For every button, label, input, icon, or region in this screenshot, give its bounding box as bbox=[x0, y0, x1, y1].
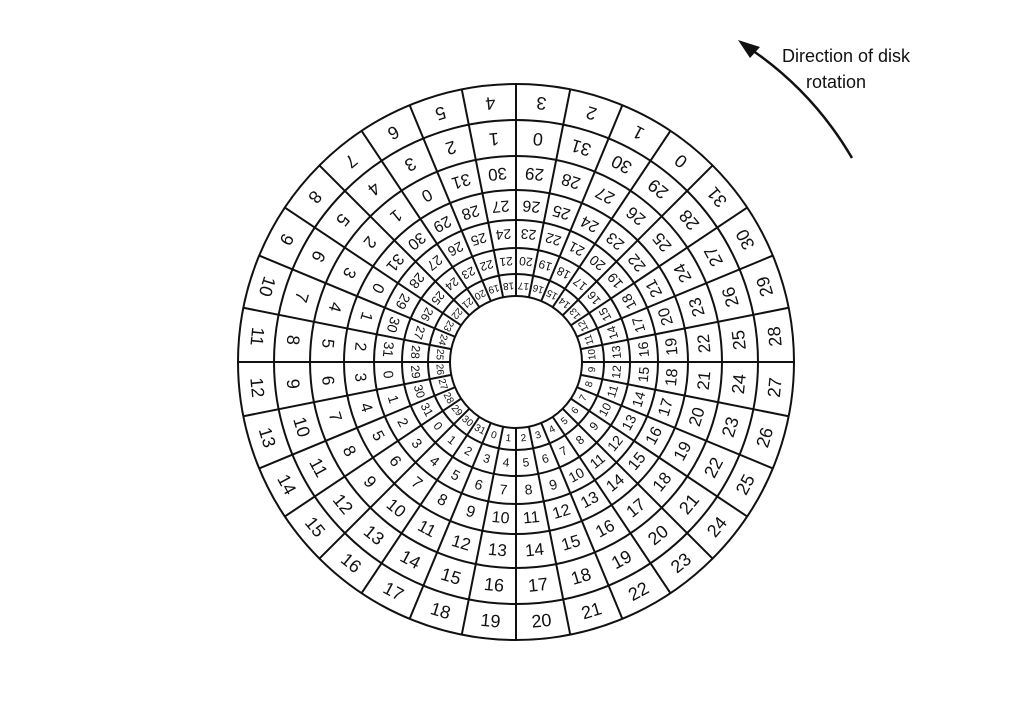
sector-number: 6 bbox=[472, 475, 485, 494]
sector-number: 27 bbox=[700, 242, 728, 270]
sector-number: 15 bbox=[595, 305, 615, 324]
sector-number: 1 bbox=[384, 393, 403, 406]
sector-number: 17 bbox=[628, 315, 649, 335]
sector-number: 23 bbox=[685, 295, 709, 319]
sector-number: 23 bbox=[717, 414, 743, 440]
sector-number: 5 bbox=[317, 337, 338, 350]
sector-number: 25 bbox=[433, 348, 446, 361]
sector-number: 19 bbox=[479, 609, 502, 632]
sector-number: 29 bbox=[407, 364, 424, 380]
sector-number: 25 bbox=[550, 201, 573, 223]
sector-number: 2 bbox=[350, 341, 369, 352]
sector-number: 17 bbox=[655, 396, 677, 419]
sector-number: 19 bbox=[669, 438, 696, 464]
sector-number: 30 bbox=[731, 225, 759, 253]
sector-number: 2 bbox=[462, 443, 475, 459]
sector-number: 29 bbox=[448, 403, 465, 419]
sector-number: 10 bbox=[382, 494, 410, 522]
sector-number: 21 bbox=[578, 598, 604, 624]
sector-number: 9 bbox=[586, 366, 599, 373]
sector-number: 7 bbox=[557, 443, 570, 459]
sector-number: 11 bbox=[586, 450, 608, 472]
sector-number: 24 bbox=[494, 225, 512, 244]
sector-number: 28 bbox=[459, 201, 482, 223]
sector-number: 24 bbox=[702, 512, 732, 542]
sector-number: 13 bbox=[487, 539, 508, 561]
sector-number: 18 bbox=[662, 367, 682, 388]
sector-number: 5 bbox=[559, 415, 571, 428]
spindle-hole bbox=[450, 296, 582, 428]
sector-number: 31 bbox=[449, 169, 473, 193]
sector-number: 24 bbox=[442, 274, 462, 294]
sector-number: 5 bbox=[367, 428, 388, 444]
sector-number: 14 bbox=[524, 539, 545, 561]
sector-number: 8 bbox=[434, 490, 450, 511]
sector-number: 11 bbox=[414, 516, 440, 542]
sector-number: 13 bbox=[359, 521, 388, 550]
sector-number: 3 bbox=[535, 92, 548, 114]
sector-number: 13 bbox=[578, 488, 602, 513]
sector-number: 7 bbox=[577, 393, 591, 404]
sector-number: 16 bbox=[483, 573, 505, 596]
sector-number: 26 bbox=[752, 424, 778, 450]
sector-number: 26 bbox=[433, 363, 446, 376]
sector-number: 4 bbox=[426, 452, 443, 470]
sector-number: 16 bbox=[336, 548, 366, 578]
sector-number: 14 bbox=[603, 471, 628, 496]
sector-number: 27 bbox=[435, 377, 450, 392]
sector-number: 11 bbox=[305, 454, 332, 481]
sector-number: 9 bbox=[275, 230, 298, 249]
sector-number: 22 bbox=[693, 333, 715, 354]
sector-number: 0 bbox=[380, 369, 397, 380]
sector-number: 27 bbox=[490, 196, 511, 216]
sector-number: 17 bbox=[517, 279, 530, 292]
sector-number: 2 bbox=[359, 232, 381, 252]
sector-number: 20 bbox=[518, 253, 534, 270]
sector-number: 14 bbox=[628, 389, 649, 409]
sector-number: 29 bbox=[392, 291, 414, 313]
sector-number: 3 bbox=[481, 450, 492, 467]
sector-number: 23 bbox=[440, 318, 456, 334]
sector-divider bbox=[410, 105, 491, 301]
sector-number: 24 bbox=[669, 260, 696, 286]
sector-number: 30 bbox=[608, 150, 636, 178]
sector-number: 28 bbox=[559, 169, 583, 193]
sector-number: 26 bbox=[417, 305, 437, 324]
sector-number: 14 bbox=[396, 546, 424, 574]
sector-number: 0 bbox=[430, 419, 446, 434]
sector-number: 1 bbox=[488, 128, 501, 150]
sector-number: 16 bbox=[642, 424, 667, 448]
sector-number: 27 bbox=[423, 251, 446, 275]
sector-number: 15 bbox=[438, 563, 464, 589]
sector-number: 20 bbox=[472, 286, 488, 302]
sector-number: 24 bbox=[727, 373, 750, 395]
sector-number: 15 bbox=[544, 286, 560, 302]
sector-number: 18 bbox=[428, 598, 454, 624]
sector-number: 20 bbox=[685, 405, 709, 429]
sector-number: 30 bbox=[383, 315, 404, 335]
sector-number: 31 bbox=[702, 182, 732, 212]
sector-number: 30 bbox=[459, 413, 475, 430]
sector-number: 4 bbox=[363, 177, 385, 200]
sector-number: 30 bbox=[410, 382, 428, 400]
sector-number: 20 bbox=[530, 609, 553, 632]
sector-number: 29 bbox=[430, 211, 454, 236]
rotation-caption-line1: Direction of disk bbox=[782, 46, 911, 66]
sector-number: 0 bbox=[489, 429, 498, 442]
sector-number: 15 bbox=[559, 531, 583, 555]
sector-number: 6 bbox=[317, 374, 338, 387]
sector-number: 8 bbox=[338, 442, 360, 460]
sector-number: 19 bbox=[536, 256, 554, 274]
sector-number: 5 bbox=[432, 102, 449, 125]
sector-number: 27 bbox=[410, 324, 428, 342]
sector-number: 21 bbox=[459, 294, 475, 311]
sector-number: 3 bbox=[338, 264, 360, 282]
sector-number: 6 bbox=[569, 405, 582, 417]
sector-number: 22 bbox=[625, 250, 650, 275]
sector-number: 26 bbox=[445, 238, 467, 260]
sector-number: 4 bbox=[324, 299, 346, 315]
sector-number: 18 bbox=[648, 468, 676, 496]
sector-number: 11 bbox=[522, 508, 541, 528]
sector-number: 17 bbox=[622, 494, 650, 522]
sector-number: 3 bbox=[408, 435, 426, 452]
sector-number: 12 bbox=[328, 490, 357, 519]
sector-number: 10 bbox=[490, 508, 511, 528]
sector-divider bbox=[259, 256, 455, 337]
sector-number: 19 bbox=[662, 336, 682, 357]
sector-number: 18 bbox=[618, 291, 640, 313]
sector-number: 25 bbox=[428, 288, 448, 308]
sector-number: 22 bbox=[543, 229, 563, 250]
sector-number: 19 bbox=[603, 269, 627, 292]
sector-number: 7 bbox=[340, 150, 362, 172]
sector-number: 14 bbox=[557, 294, 573, 311]
sector-number: 21 bbox=[565, 238, 587, 260]
sector-number: 0 bbox=[670, 150, 692, 172]
sector-number: 31 bbox=[568, 135, 594, 161]
sector-divider bbox=[563, 409, 713, 559]
sector-number: 26 bbox=[717, 284, 743, 310]
sector-number: 8 bbox=[573, 432, 588, 448]
sector-number: 1 bbox=[629, 121, 648, 144]
sector-number: 12 bbox=[449, 531, 473, 555]
sector-number: 2 bbox=[394, 415, 413, 430]
sector-number: 22 bbox=[625, 577, 653, 605]
sector-number: 18 bbox=[554, 263, 573, 283]
sector-number: 25 bbox=[648, 228, 676, 256]
sector-number: 11 bbox=[246, 326, 269, 347]
sector-number: 31 bbox=[382, 250, 407, 275]
sector-number: 5 bbox=[521, 455, 530, 470]
sector-number: 9 bbox=[547, 475, 560, 494]
sector-number: 1 bbox=[356, 309, 376, 324]
sector-number: 7 bbox=[290, 289, 313, 305]
sector-number: 26 bbox=[521, 196, 542, 216]
sector-number: 1 bbox=[386, 205, 406, 227]
sector-number: 13 bbox=[254, 424, 280, 450]
sector-number: 0 bbox=[418, 184, 436, 206]
sector-number: 23 bbox=[666, 548, 696, 578]
sector-number: 22 bbox=[478, 256, 496, 274]
sector-number: 6 bbox=[540, 450, 551, 467]
sector-number: 25 bbox=[469, 229, 489, 250]
sector-number: 18 bbox=[568, 563, 594, 589]
sector-divider bbox=[259, 387, 455, 468]
sector-number: 30 bbox=[487, 163, 508, 185]
sector-number: 9 bbox=[359, 472, 381, 492]
sector-number: 16 bbox=[584, 288, 604, 308]
sector-number: 23 bbox=[459, 263, 478, 283]
sector-number: 16 bbox=[531, 281, 546, 296]
sector-number: 24 bbox=[578, 211, 602, 236]
sector-number: 14 bbox=[273, 471, 301, 499]
sector-number: 0 bbox=[531, 128, 544, 150]
sector-number: 3 bbox=[534, 429, 543, 442]
sector-number: 6 bbox=[384, 121, 403, 144]
sector-number: 21 bbox=[642, 276, 667, 300]
sector-number: 25 bbox=[731, 471, 759, 499]
sector-number: 7 bbox=[498, 481, 509, 498]
sector-number: 16 bbox=[634, 340, 653, 358]
sector-number: 28 bbox=[763, 325, 786, 348]
sector-number: 14 bbox=[604, 324, 622, 342]
sector-number: 28 bbox=[440, 390, 456, 406]
sector-number: 1 bbox=[444, 432, 459, 448]
sector-number: 18 bbox=[502, 279, 515, 292]
sector-number: 4 bbox=[484, 92, 497, 114]
sector-number: 24 bbox=[435, 332, 450, 347]
sector-divider bbox=[319, 409, 469, 559]
sector-number: 6 bbox=[385, 452, 405, 471]
sector-number: 23 bbox=[603, 228, 628, 253]
sector-number: 29 bbox=[752, 274, 778, 300]
sector-number: 8 bbox=[583, 380, 596, 389]
sector-number: 2 bbox=[520, 432, 527, 445]
sector-number: 21 bbox=[693, 370, 715, 391]
sector-number: 6 bbox=[307, 247, 330, 266]
sector-number: 0 bbox=[367, 280, 388, 296]
sector-number: 10 bbox=[254, 274, 280, 300]
sector-number: 21 bbox=[675, 490, 704, 519]
sector-number: 11 bbox=[604, 383, 622, 400]
sector-number: 28 bbox=[405, 269, 429, 292]
sector-number: 17 bbox=[570, 274, 590, 294]
sector-number: 21 bbox=[498, 253, 514, 270]
sector-number: 2 bbox=[443, 136, 459, 159]
sector-number: 9 bbox=[282, 377, 304, 390]
sector-number: 28 bbox=[675, 205, 704, 234]
sector-number: 17 bbox=[379, 577, 407, 605]
sector-number: 11 bbox=[582, 333, 597, 347]
sector-number: 10 bbox=[565, 464, 587, 486]
sector-number: 3 bbox=[350, 372, 369, 383]
sector-number: 31 bbox=[379, 340, 398, 358]
sector-number: 22 bbox=[448, 305, 465, 321]
sector-number: 31 bbox=[417, 400, 437, 419]
sector-number: 10 bbox=[289, 414, 315, 440]
sector-number: 25 bbox=[727, 329, 750, 351]
sector-number: 10 bbox=[586, 348, 599, 361]
sector-number: 15 bbox=[625, 449, 650, 474]
sector-number: 7 bbox=[324, 409, 346, 425]
sector-number: 12 bbox=[603, 432, 627, 455]
sector-number: 28 bbox=[407, 344, 424, 360]
sector-number: 17 bbox=[527, 573, 549, 596]
sector-number: 8 bbox=[523, 481, 534, 498]
sector-number: 3 bbox=[401, 153, 420, 176]
rotation-caption-line2: rotation bbox=[806, 72, 867, 92]
sector-number: 15 bbox=[634, 366, 653, 384]
sector-number: 8 bbox=[282, 334, 304, 347]
sector-number: 19 bbox=[608, 546, 636, 574]
sector-number: 20 bbox=[644, 521, 673, 550]
sector-divider bbox=[319, 165, 469, 315]
sector-number: 13 bbox=[567, 305, 584, 321]
sector-number: 27 bbox=[763, 376, 786, 399]
sector-number: 12 bbox=[608, 364, 625, 380]
sector-number: 22 bbox=[700, 454, 728, 482]
sector-number: 12 bbox=[550, 501, 573, 523]
sector-number: 20 bbox=[586, 251, 609, 275]
sector-number: 7 bbox=[407, 473, 426, 493]
sector-number: 4 bbox=[547, 423, 558, 437]
sector-number: 26 bbox=[622, 202, 650, 230]
sector-number: 13 bbox=[618, 411, 640, 433]
sector-number: 2 bbox=[583, 102, 600, 125]
sector-number: 19 bbox=[486, 281, 501, 296]
sector-number: 31 bbox=[472, 422, 488, 438]
sector-number: 5 bbox=[331, 209, 354, 231]
sector-number: 29 bbox=[524, 163, 545, 185]
rotation-arrowhead bbox=[738, 40, 760, 58]
sector-number: 13 bbox=[608, 344, 625, 360]
sector-number: 20 bbox=[655, 305, 677, 328]
sector-number: 10 bbox=[595, 400, 615, 419]
sector-number: 27 bbox=[592, 182, 618, 209]
sector-number: 12 bbox=[576, 318, 592, 334]
sector-number: 16 bbox=[592, 515, 618, 542]
sector-number: 12 bbox=[246, 376, 269, 399]
rotation-indicator bbox=[738, 40, 911, 158]
disk-platter bbox=[238, 84, 794, 640]
sector-divider bbox=[563, 165, 713, 315]
sector-number: 8 bbox=[304, 186, 326, 208]
sector-number: 1 bbox=[505, 432, 512, 445]
sector-number: 23 bbox=[520, 225, 538, 244]
sector-number: 9 bbox=[463, 502, 478, 522]
sector-number: 15 bbox=[300, 512, 330, 542]
sector-number: 29 bbox=[644, 174, 673, 203]
sector-number: 4 bbox=[502, 455, 511, 470]
sector-number: 30 bbox=[404, 228, 429, 253]
sector-number: 5 bbox=[448, 465, 463, 484]
sector-number: 4 bbox=[356, 400, 376, 415]
sector-number: 9 bbox=[586, 419, 602, 434]
